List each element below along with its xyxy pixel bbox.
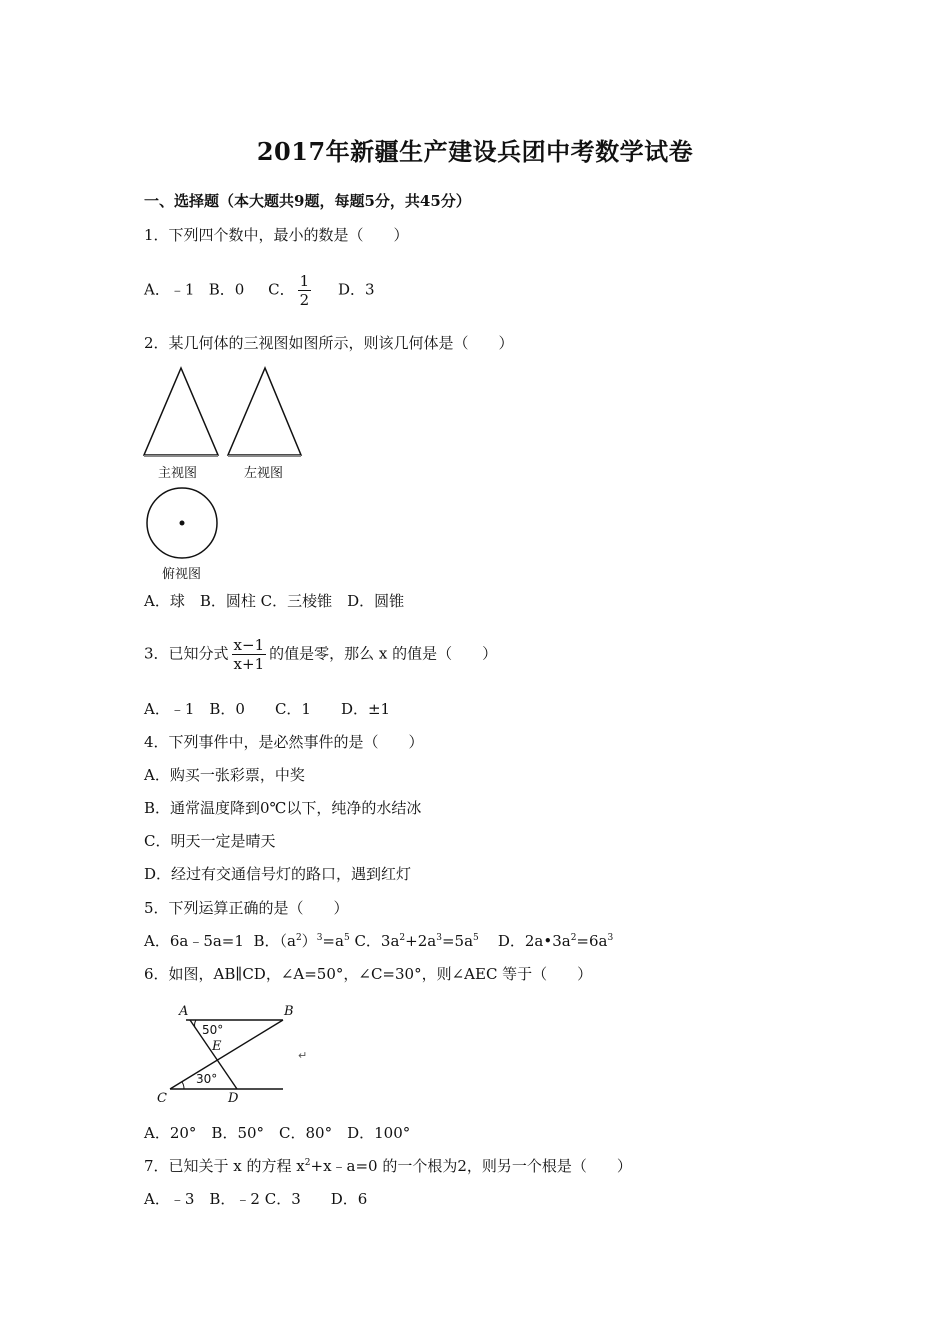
q3-stem-post: 的值是零，那么 x 的值是（ ）	[269, 644, 498, 663]
question-7-stem: 7．已知关于 x 的方程 $x^2+x﹣a=0$ 的一个根为2，则另一个根是（ ）	[144, 1157, 632, 1175]
q5-option-a: A．6a﹣5a=1	[144, 932, 244, 950]
q1-option-b: B．0	[208, 280, 245, 299]
question-7-options: A．﹣3 B．﹣2 C．3 D．6	[144, 1190, 368, 1208]
q1-frac-den: 2	[299, 291, 310, 309]
question-6-stem: 6．如图，AB∥CD，∠A=50°，∠C=30°，则∠AEC 等于（ ）	[144, 965, 593, 983]
left-view-label: 左视图	[244, 466, 284, 481]
point-b-label: B	[284, 1004, 294, 1019]
angle-a-value: 50°	[202, 1023, 224, 1037]
question-2-stem: 2．某几何体的三视图如图所示，则该几何体是（ ）	[144, 334, 514, 352]
top-view-label: 俯视图	[162, 567, 202, 582]
q1-option-d: D．3	[338, 280, 375, 299]
question-4-stem: 4．下列事件中，是必然事件的是（ ）	[144, 733, 424, 751]
q5-option-d: D．$2a•3a^2=6a^3$	[497, 932, 614, 950]
q5-option-c: C．$3a^2+2a^3=5a^5$	[354, 932, 479, 950]
point-c-label: C	[157, 1091, 167, 1106]
q3-frac-num: x−1	[233, 636, 265, 654]
section-heading: 一、选择题（本大题共9题，每题5分，共45分）	[144, 192, 471, 210]
question-2-options: A．球 B．圆柱 C．三棱锥 D．圆锥	[144, 592, 405, 610]
q3-stem-pre: 3．已知分式	[144, 644, 229, 663]
q4-option-a: A．购买一张彩票，中奖	[144, 766, 305, 784]
q1-frac-num: 1	[299, 272, 310, 290]
line-bc	[170, 1020, 283, 1089]
q4-option-b: B．通常温度降到0℃以下，纯净的水结冰	[144, 799, 422, 817]
point-a-label: A	[179, 1004, 189, 1019]
q1-option-c: C．	[268, 280, 295, 299]
angle-c-value: 30°	[196, 1072, 218, 1086]
front-view-label: 主视图	[158, 466, 198, 481]
q4-option-d: D．经过有交通信号灯的路口，遇到红灯	[144, 865, 412, 883]
angle-c-arc	[182, 1082, 184, 1089]
question-1-stem: 1．下列四个数中，最小的数是（ ）	[144, 226, 409, 244]
q5-option-b: B．$(a^2)^3=a^5$	[253, 932, 350, 950]
point-d-label: D	[228, 1091, 239, 1106]
q3-frac-den: x+1	[233, 655, 265, 673]
point-e-label: E	[212, 1039, 222, 1054]
question-6-options: A．20° B．50° C．80° D．100°	[144, 1124, 411, 1142]
return-mark: ↵	[298, 1049, 308, 1062]
q1-option-a: A．﹣1	[144, 280, 195, 299]
page-title: 2017年新疆生产建设兵团中考数学试卷	[256, 137, 694, 166]
q4-option-c: C．明天一定是晴天	[144, 832, 276, 850]
question-3-options: A．﹣1 B．0 C．1 D．±1	[144, 700, 391, 718]
question-5-stem: 5．下列运算正确的是（ ）	[144, 899, 349, 917]
